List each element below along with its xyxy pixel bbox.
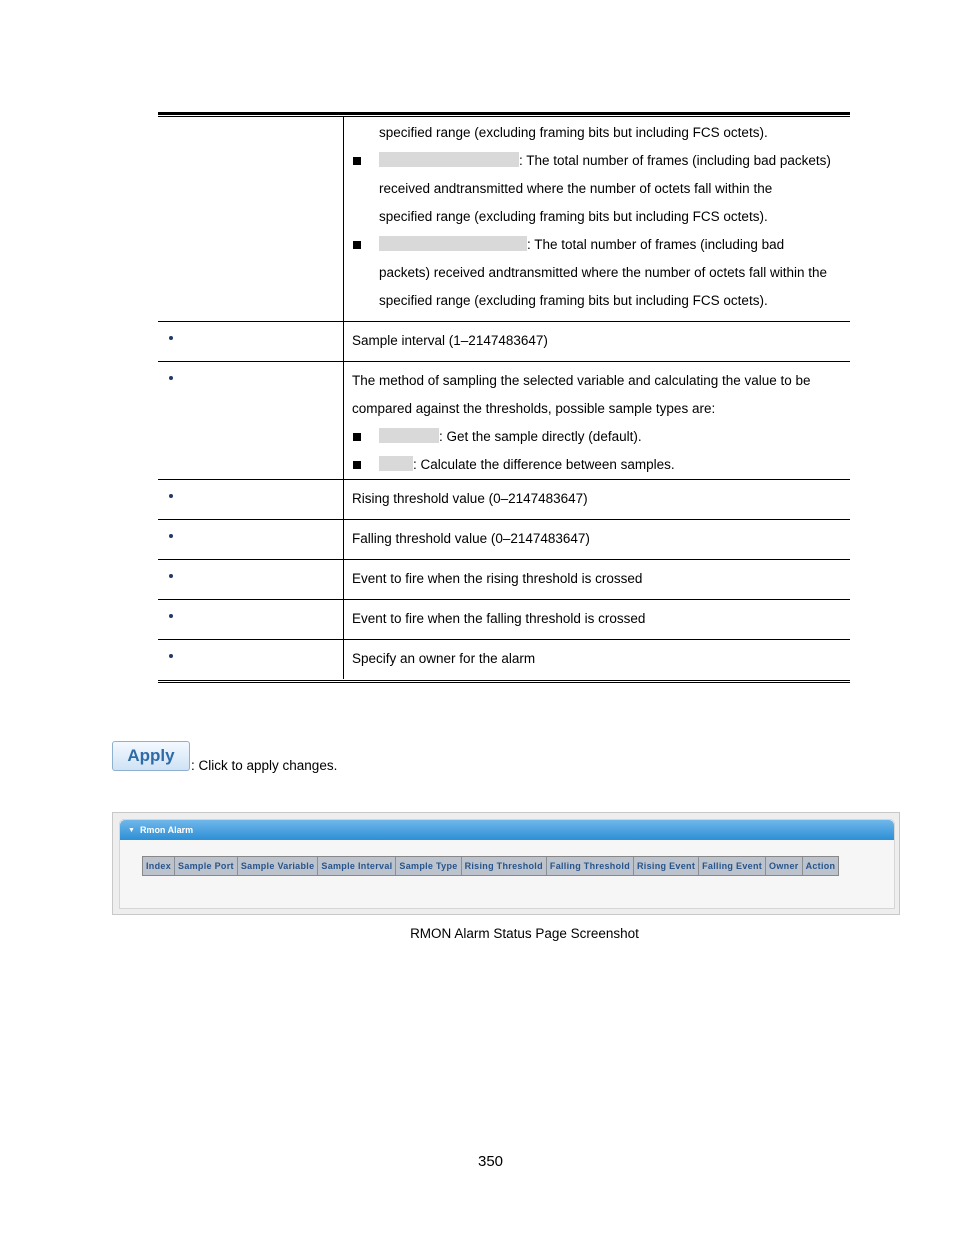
sample-interval-desc: Sample interval (1–2147483647)	[352, 333, 548, 348]
page-number: 350	[477, 1153, 504, 1170]
table-row	[158, 322, 850, 362]
bullet-dot-icon	[169, 614, 173, 618]
table-row-continued: specified range (excluding framing bits but including FCS octets). : The total number of frames (including bad packets) received andtransmitted where the number of octets fall within the specified range (excluding framing bits but including FCS octets). : The total number of frames (including bad packets) received andtransmitted where the number of octets fall within the specified range (excluding framing bits but including FCS octets).	[158, 117, 850, 322]
table-top-rule	[158, 112, 850, 115]
table-row: Falling threshold value (0–2147483647)	[158, 520, 850, 560]
column-header: Action	[805, 861, 836, 871]
list-item: : Calculate the difference between samples.	[352, 451, 850, 479]
column-header: Rising Threshold	[462, 857, 547, 875]
figure-caption: RMON Alarm Status Page Screenshot	[410, 926, 639, 941]
column-header: Falling Threshold	[547, 857, 634, 875]
alarm-table-header	[142, 856, 839, 876]
continued-text: specified range (excluding framing bits but including FCS octets).	[379, 125, 768, 140]
column-header: Sample Variable	[238, 857, 319, 875]
square-bullet-icon	[353, 157, 361, 165]
table-row: Event to fire when the falling threshold is crossed	[158, 600, 850, 640]
column-header: Index	[143, 857, 175, 875]
collapse-triangle-icon[interactable]: ▼	[128, 826, 135, 834]
square-bullet-icon	[353, 433, 361, 441]
rmon-alarm-panel	[119, 819, 895, 909]
bullet-dot-icon	[169, 574, 173, 578]
table-bottom-rule	[158, 680, 850, 681]
bullet-dot-icon	[169, 654, 173, 658]
bullet-dot-icon	[169, 336, 173, 340]
parameter-table	[158, 112, 850, 683]
column-header: Rising Event	[634, 857, 699, 875]
column-header: Sample Type	[396, 857, 461, 875]
bullet-dot-icon	[169, 376, 173, 380]
highlighted-term	[379, 152, 519, 167]
list-item: : Get the sample directly (default).	[352, 423, 850, 451]
column-header: Sample Interval	[318, 857, 396, 875]
highlighted-term	[379, 456, 413, 471]
apply-description: : Click to apply changes.	[191, 758, 338, 773]
column-header: Sample Port	[175, 857, 238, 875]
highlighted-term	[379, 428, 439, 443]
rmon-alarm-screenshot	[112, 812, 900, 915]
list-item: : The total number of frames (including bad	[352, 231, 850, 259]
apply-button[interactable]: Apply	[112, 741, 190, 771]
panel-header[interactable]	[120, 820, 894, 840]
highlighted-term	[379, 236, 527, 251]
table-row: Specify an owner for the alarm	[158, 640, 850, 679]
table-bottom-rule-2	[158, 682, 850, 683]
table-row: The method of sampling the selected variable and calculating the value to be compared against the thresholds, possible sample types are: : Get the sample directly (default). : Calculate the difference between samples.	[158, 362, 850, 480]
table-row: Event to fire when the rising threshold is crossed	[158, 560, 850, 600]
bullet-dot-icon	[169, 534, 173, 538]
panel-title: Rmon Alarm	[139, 825, 194, 835]
apply-section	[112, 741, 337, 771]
column-header: Owner	[766, 857, 803, 875]
square-bullet-icon	[353, 461, 361, 469]
table-row: Rising threshold value (0–2147483647)	[158, 480, 850, 520]
bullet-dot-icon	[169, 494, 173, 498]
list-item: : The total number of frames (including bad packets)	[352, 147, 850, 175]
column-header: Falling Event	[699, 857, 766, 875]
square-bullet-icon	[353, 241, 361, 249]
